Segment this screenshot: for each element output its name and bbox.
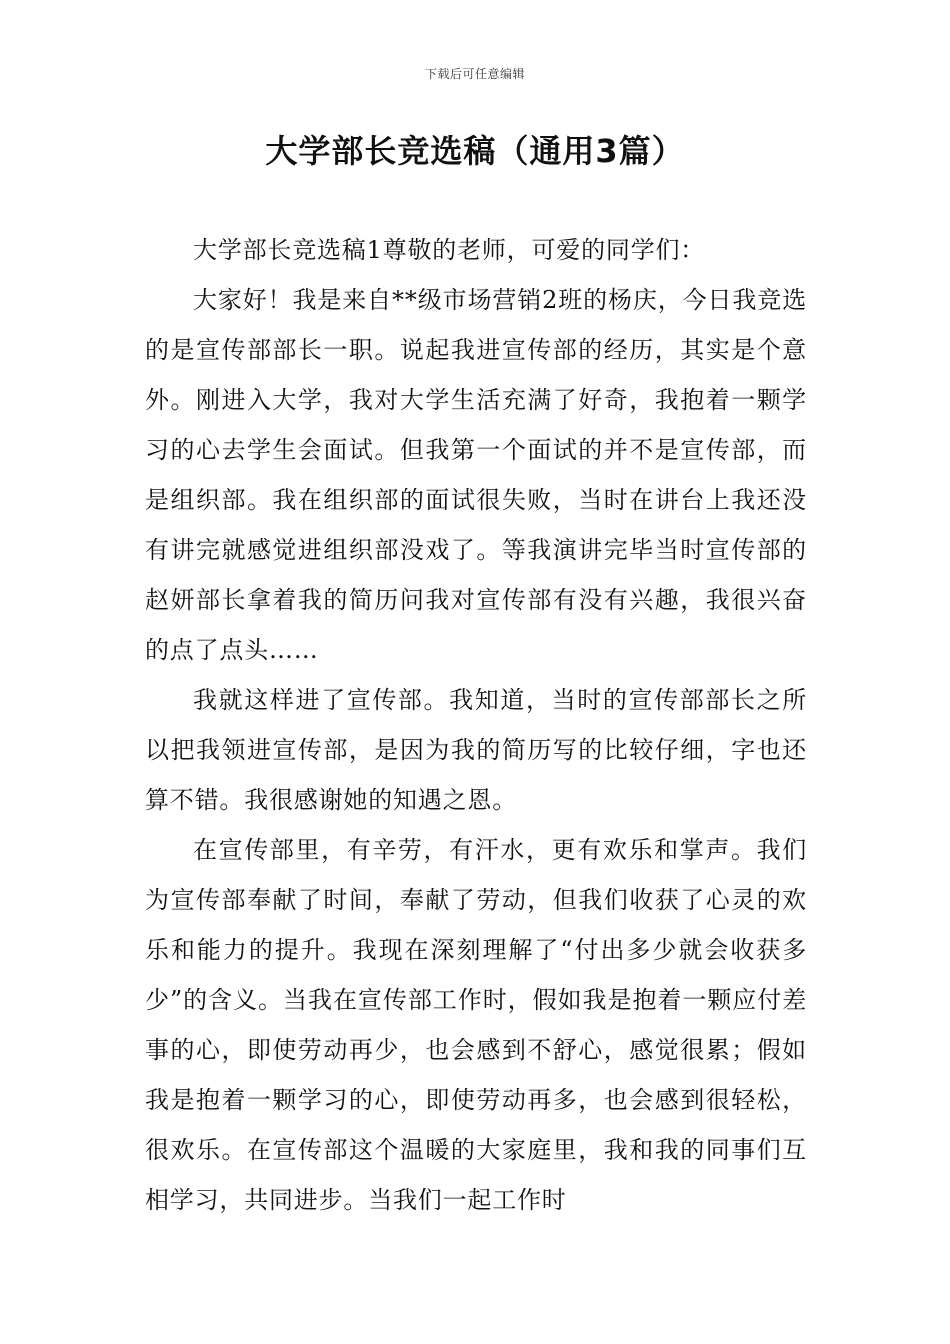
document-body bbox=[145, 225, 807, 1225]
paragraph-4: 在宣传部里，有辛劳，有汗水，更有欢乐和掌声。我们为宣传部奉献了时间，奉献了劳动，但我们收获了心灵的欢乐和能力的提升。我现在深刻理解了“付出多少就会收获多少”的含义。当我在宣传部工作时，假如我是抱着一颗应付差事的心，即使劳动再少，也会感到不舒心，感觉很累；假如我是抱着一颗学习的心，即使劳动再多，也会感到很轻松，很欢乐。在宣传部这个温暖的大家庭里，我和我的同事们互相学习，共同进步。当我们一起工作时 bbox=[145, 836, 807, 1214]
paragraph-3: 我就这样进了宣传部。我知道，当时的宣传部部长之所以把我领进宣传部，是因为我的简历写的比较仔细，字也还算不错。我很感谢她的知遇之恩。 bbox=[145, 686, 807, 814]
paragraph-1: 大学部长竞选稿1尊敬的老师，可爱的同学们： bbox=[193, 236, 706, 264]
paragraph-2: 大家好！我是来自**级市场营销2班的杨庆，今日我竞选的是宣传部部长一职。说起我进宣传部的经历，其实是个意外。刚进入大学，我对大学生活充满了好奇，我抱着一颗学习的心去学生会面试。但我第一个面试的并不是宣传部，而是组织部。我在组织部的面试很失败，当时在讲台上我还没有讲完就感觉进组织部没戏了。等我演讲完毕当时宣传部的赵妍部长拿着我的简历问我对宣传部有没有兴趣，我很兴奋的点了点头…… bbox=[145, 286, 807, 664]
document-title: 大学部长竞选稿（通用3篇） bbox=[265, 132, 685, 170]
header-note: 下载后可任意编辑 bbox=[424, 67, 525, 81]
